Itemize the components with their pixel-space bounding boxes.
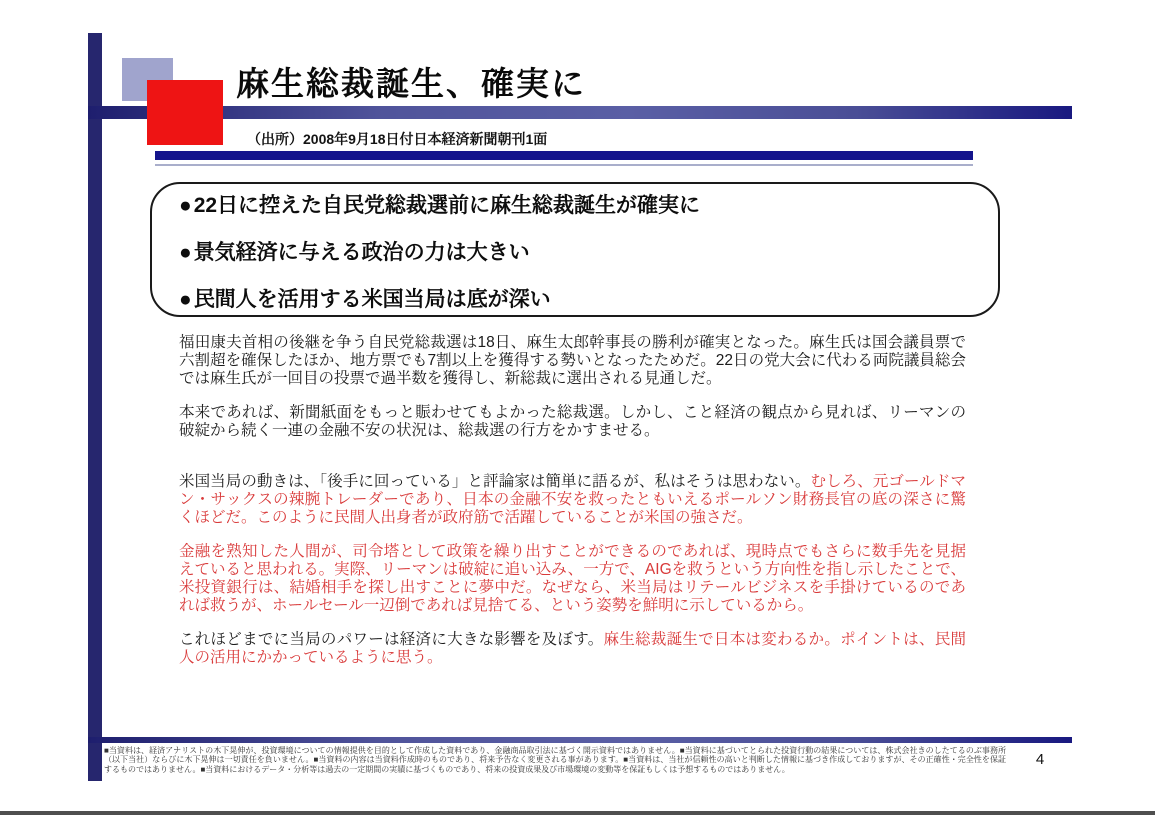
- key-point-text: 22日に控えた自民党総裁選前に麻生総裁誕生が確実に: [193, 194, 701, 217]
- body-paragraph: [179, 404, 966, 440]
- page-title: 麻生総裁誕生、確実に: [236, 65, 586, 102]
- text-segment-red: 金融を熟知した人間が、司令塔として政策を繰り出すことができるのであれば、現時点でもさらに数手先を見据えていると思われる。実際、リーマンは破綻に追い込み、一方で、AIGを救うという方向性を指し示したことで、米投資銀行は、結婚相手を探し出すことに夢中だ。なぜなら、米当局はリテールビジネスを手掛けているのであれば救うが、ホールセール一辺倒であれば見捨てる、という姿勢を鮮明に示しているから。: [179, 543, 966, 614]
- text-segment-black: 米国当局の動きは、「後手に回っている」と評論家は簡単に語るが、私はそうは思わない。: [179, 473, 811, 490]
- body-paragraph: [179, 473, 966, 527]
- bullet-icon: ●: [179, 241, 192, 264]
- page-number: 4: [1035, 751, 1045, 768]
- key-points-box: [150, 182, 1000, 317]
- footer-rule-bar: [88, 737, 1072, 743]
- body-paragraph: [179, 631, 966, 667]
- key-point-item: [179, 195, 988, 217]
- header-rule-bar: [88, 106, 1072, 119]
- body-paragraph: [179, 543, 966, 615]
- text-segment-black: これほどまでに当局のパワーは経済に大きな影響を及ぼす。: [179, 631, 604, 648]
- subheader-underline: [155, 164, 973, 166]
- key-point-item: [179, 289, 988, 311]
- key-point-text: 民間人を活用する米国当局は底が深い: [193, 288, 551, 311]
- key-point-text: 景気経済に与える政治の力は大きい: [193, 241, 530, 264]
- text-segment-red: 麻生総裁誕生で日本は変わるか。ポイントは、民間人の活用にかかっているように思う。: [179, 631, 966, 666]
- source-citation: （出所）2008年9月18日付日本経済新聞朝刊1面: [247, 131, 548, 147]
- text-segment-red: むしろ、元ゴールドマン・サックスの辣腕トレーダーであり、日本の金融不安を救ったともいえるポールソン財務長官の底の深さに驚くほどだ。このように民間人出身者が政府筋で活躍していることが米国の強さだ。: [179, 473, 966, 526]
- body-paragraph: [179, 334, 966, 388]
- text-segment-black: 福田康夫首相の後継を争う自民党総裁選は18日、麻生太郎幹事長の勝利が確実となった。麻生氏は国会議員票で六割超を確保したほか、地方票でも7割以上を獲得する勢いとなったためだ。22日の党大会に代わる両院議員総会では麻生氏が一回目の投票で過半数を獲得し、新総裁に選出される見通しだ。: [179, 334, 966, 387]
- bullet-icon: ●: [179, 288, 192, 311]
- bullet-icon: ●: [179, 194, 192, 217]
- article-body: [179, 334, 966, 667]
- key-point-item: [179, 242, 988, 264]
- subheader-bar: [155, 151, 973, 160]
- bottom-border-line: [0, 811, 1155, 815]
- footer-disclaimer: ■当資料は、経済アナリストの木下晃伸が、投資環境についての情報提供を目的として作成した資料であり、金融商品取引法に基づく開示資料ではありません。■当資料に基づいてとられた投資行動の結果については、株式会社きのしたてるのぶ事務所（以下当社）ならびに木下晃伸は一切責任を負いません。■当資料の内容は当資料作成時のものであり、将来予告なく変更される事があります。■当資料は、当社が信頼性の高いと判断した情報に基づき作成しておりますが、その正確性・完全性を保証するものではありません。■当資料におけるデータ・分析等は過去の一定期間の実績に基づくものであり、将来の投資成果及び市場環境の変動等を保証もしくは予想するものではありません。: [104, 746, 1006, 774]
- left-accent-bar: [88, 33, 102, 781]
- text-segment-black: 本来であれば、新聞紙面をもっと賑わせてもよかった総裁選。しかし、こと経済の観点から見れば、リーマンの破綻から続く一連の金融不安の状況は、総裁選の行方をかすませる。: [179, 404, 966, 439]
- red-square-decoration: [147, 80, 223, 145]
